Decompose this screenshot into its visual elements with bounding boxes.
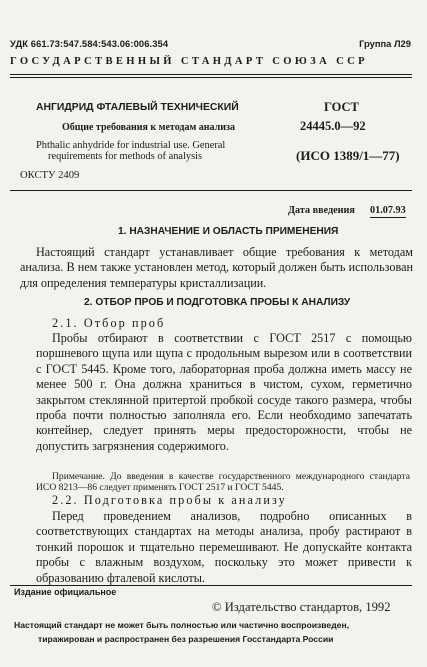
council-heading: ГОСУДАРСТВЕННЫЙ СТАНДАРТ СОЮЗА ССР (10, 56, 368, 67)
standard-subtitle: Общие требования к методам анализа (62, 122, 236, 133)
section1-paragraph (20, 245, 413, 291)
intro-date-value: 01.07.93 (370, 205, 406, 216)
header-rule-bottom (10, 77, 412, 78)
reproduction-notice-line2: тиражирован и распространен без разрешения Госстандарта России (38, 634, 334, 644)
section2-2-text: Перед проведением анализов, подробно описанных в соответствующих стандартах на методы анализа, пробу растирают в тонкий порошок и тщательно перемешивают. Не допускайте контакта пробы с влажным воздухом, поскольку это может привести к образованию фталевой кислоты. (36, 509, 412, 585)
official-edition: Издание официальное (14, 587, 117, 597)
section2-1-text: Пробы отбирают в соответствии с ГОСТ 2517 с помощью поршневого щупа или щупа с продольным вырезом или в соответствии с ГОСТ 5445. Кроме того, лабораторная проба должна иметь массу не менее 500 г. Она должна храниться в чистом, сухом, герметично закрытом стеклянной притертой пробкой сосуде такого размера, чтобы проба почти полностью заполняла его. Если необходимо запечатать контейнер, следует принять меры предосторожности, чтобы не допустить загрязнения содержимого. (36, 331, 412, 453)
title-rule (10, 190, 412, 191)
section2-note-text: Примечание. До введения в качестве государственного международного стандарта ИСО 8213—86 следует применять ГОСТ 2517 и ГОСТ 5445. (36, 471, 410, 494)
copyright-line: © Издательство стандартов, 1992 (212, 600, 391, 614)
reproduction-notice-line1: Настоящий стандарт не может быть полностью или частично воспроизведен, (14, 620, 350, 630)
okstu-code: ОКСТУ 2409 (20, 170, 80, 181)
standard-title: АНГИДРИД ФТАЛЕВЫЙ ТЕХНИЧЕСКИЙ (36, 102, 239, 113)
section2-1-paragraph (36, 331, 412, 454)
footer-rule (10, 585, 412, 586)
section2-2-paragraph (36, 509, 412, 586)
gost-label: ГОСТ (324, 100, 359, 114)
iso-reference: (ИСО 1389/1—77) (296, 148, 400, 163)
section2-heading: 2. ОТБОР ПРОБ И ПОДГОТОВКА ПРОБЫ К АНАЛИЗУ (84, 297, 351, 308)
group-code: Группа Л29 (359, 38, 411, 49)
header-rule-top (10, 74, 412, 75)
gost-number: 24445.0—92 (300, 119, 366, 133)
section1-text: Настоящий стандарт устанавливает общие требования к методам анализа. В нем также установлен метод, который должен быть использован для определения температуры кристаллизации. (20, 245, 413, 290)
intro-date-label: Дата введения (288, 205, 355, 216)
english-title-line1: Phthalic anhydride for industrial use. General (36, 140, 226, 151)
subsection-2-1-heading: 2.1. Отбор проб (52, 316, 166, 330)
subsection-2-2-heading: 2.2. Подготовка пробы к анализу (52, 493, 287, 507)
section1-heading: 1. НАЗНАЧЕНИЕ И ОБЛАСТЬ ПРИМЕНЕНИЯ (118, 226, 339, 237)
section2-note (36, 471, 410, 494)
english-title-line2: requirements for methods of analysis (48, 151, 203, 162)
udk-code: УДК 661.73:547.584:543.06:006.354 (10, 38, 169, 49)
